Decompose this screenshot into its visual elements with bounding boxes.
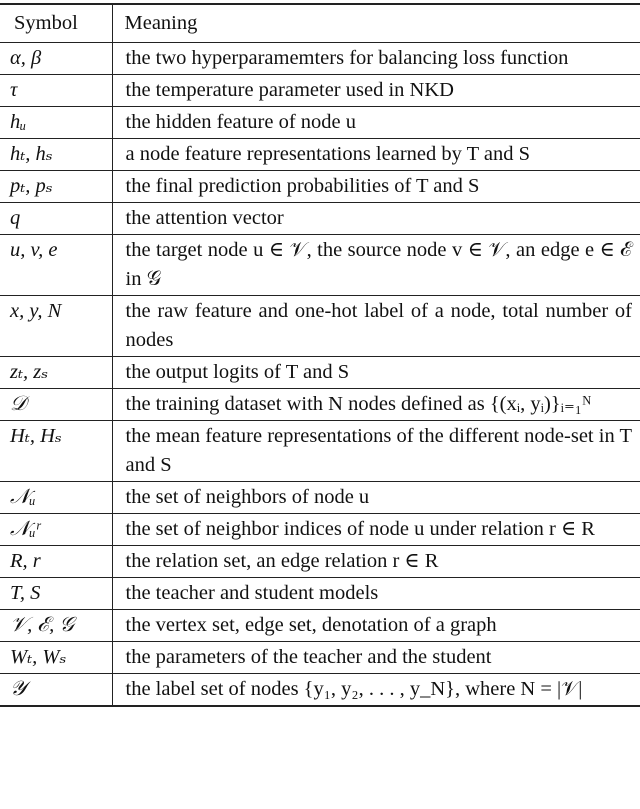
symbol-cell: 𝒟 — [0, 389, 112, 421]
table-row — [0, 421, 640, 482]
meaning-cell: a node feature representations learned by T and S — [112, 139, 640, 171]
table-row — [0, 610, 640, 642]
meaning-cell: the mean feature representations of the different node-set in T and S — [112, 421, 640, 482]
meaning-cell: the output logits of T and S — [112, 357, 640, 389]
table-row — [0, 296, 640, 357]
symbol-cell: 𝒱, ℰ, 𝒢 — [0, 610, 112, 642]
meaning-cell: the teacher and student models — [112, 578, 640, 610]
symbol-cell: Wₜ, Wₛ — [0, 642, 112, 674]
meaning-cell: the label set of nodes {y₁, y₂, . . . , y_N}, where N = |𝒱| — [112, 674, 640, 707]
table-row — [0, 389, 640, 421]
symbol-cell: τ — [0, 75, 112, 107]
table-row — [0, 235, 640, 296]
meaning-cell: the attention vector — [112, 203, 640, 235]
symbol-cell: 𝒩ᵤ — [0, 482, 112, 514]
meaning-cell: the relation set, an edge relation r ∈ R — [112, 546, 640, 578]
header-symbol: Symbol — [0, 4, 112, 43]
meaning-cell: the raw feature and one-hot label of a node, total number of nodes — [112, 296, 640, 357]
table-row — [0, 674, 640, 707]
table-row — [0, 75, 640, 107]
symbol-cell: hₜ, hₛ — [0, 139, 112, 171]
symbol-cell: Hₜ, Hₛ — [0, 421, 112, 482]
table-row — [0, 203, 640, 235]
table-row — [0, 107, 640, 139]
symbol-cell: 𝒩ᵤʳ — [0, 514, 112, 546]
symbol-cell: pₜ, pₛ — [0, 171, 112, 203]
symbol-cell: q — [0, 203, 112, 235]
symbol-cell: α, β — [0, 43, 112, 75]
table-row — [0, 482, 640, 514]
table-row — [0, 171, 640, 203]
meaning-cell: the target node u ∈ 𝒱, the source node v ∈ 𝒱, an edge e ∈ ℰ in 𝒢 — [112, 235, 640, 296]
symbol-cell: 𝒴 — [0, 674, 112, 707]
meaning-cell: the parameters of the teacher and the student — [112, 642, 640, 674]
meaning-cell: the two hyperparamemters for balancing loss function — [112, 43, 640, 75]
table-row — [0, 578, 640, 610]
symbol-cell: R, r — [0, 546, 112, 578]
symbol-cell: x, y, N — [0, 296, 112, 357]
meaning-cell: the hidden feature of node u — [112, 107, 640, 139]
header-meaning: Meaning — [112, 4, 640, 43]
symbol-cell: hᵤ — [0, 107, 112, 139]
header-row — [0, 4, 640, 43]
table-row — [0, 139, 640, 171]
table-row — [0, 642, 640, 674]
meaning-cell: the training dataset with N nodes defined as {(xᵢ, yᵢ)}ᵢ₌₁ᴺ — [112, 389, 640, 421]
table-row — [0, 43, 640, 75]
table-row — [0, 546, 640, 578]
meaning-cell: the vertex set, edge set, denotation of a graph — [112, 610, 640, 642]
meaning-cell: the set of neighbors of node u — [112, 482, 640, 514]
symbol-cell: T, S — [0, 578, 112, 610]
notation-table — [0, 3, 640, 707]
meaning-cell: the set of neighbor indices of node u under relation r ∈ R — [112, 514, 640, 546]
meaning-cell: the temperature parameter used in NKD — [112, 75, 640, 107]
meaning-cell: the final prediction probabilities of T and S — [112, 171, 640, 203]
table-row — [0, 357, 640, 389]
symbol-cell: u, v, e — [0, 235, 112, 296]
table-row — [0, 514, 640, 546]
symbol-cell: zₜ, zₛ — [0, 357, 112, 389]
